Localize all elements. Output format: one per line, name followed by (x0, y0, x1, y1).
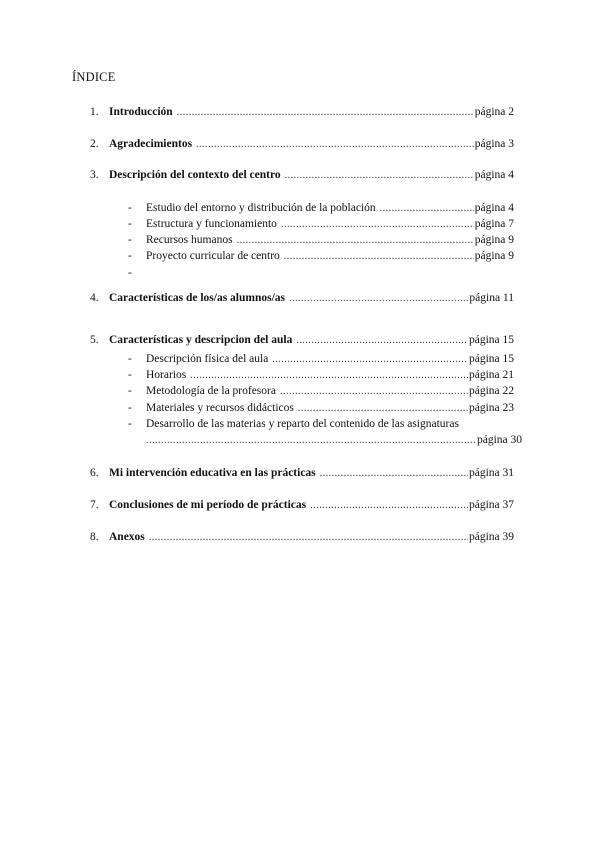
subentry-label: Desarrollo de las materias y reparto del contenido de las asignaturas (146, 418, 459, 430)
entry-label: Características y descripcion del aula (109, 334, 293, 346)
toc-entry-5[interactable] (90, 333, 514, 348)
toc-entry-3[interactable] (90, 168, 514, 183)
entry-page: página 11 (469, 292, 514, 304)
index-title: ÍNDICE (72, 70, 116, 84)
bullet-dash: - (128, 369, 132, 381)
toc-subentry[interactable] (128, 201, 514, 216)
toc-subentry[interactable] (128, 417, 514, 431)
toc-entry-1[interactable] (90, 105, 514, 120)
leader-dots (149, 531, 468, 545)
leader-dots (280, 385, 468, 399)
leader-dots (281, 218, 474, 232)
entry-number: 3. (90, 169, 99, 181)
entry-page: página 15 (468, 334, 514, 346)
subentry-label: Recursos humanos (146, 234, 233, 246)
toc-subentry[interactable] (128, 233, 514, 248)
subentry-label: Proyecto curricular de centro (146, 250, 280, 262)
leader-dots (284, 250, 474, 264)
toc-entry-4[interactable] (90, 291, 514, 306)
toc-subentry-continuation (146, 433, 522, 448)
subentry-label: Metodología de la profesora (146, 385, 276, 397)
entry-page: página 39 (468, 531, 514, 543)
entry-number: 4. (90, 292, 99, 304)
bullet-dash: - (128, 234, 132, 246)
subentry-page: página 23 (468, 402, 514, 414)
subentry-page: página 30 (476, 434, 522, 446)
leader-dots (380, 202, 474, 216)
subentry-page: página 7 (474, 218, 514, 230)
entry-page: página 2 (474, 106, 514, 118)
entry-page: página 37 (468, 499, 514, 511)
entry-label: Agradecimientos (109, 138, 193, 150)
bullet-dash: - (128, 402, 132, 414)
subentry-label: Materiales y recursos didácticos (146, 402, 294, 414)
bullet-dash: - (128, 250, 132, 262)
bullet-dash: - (128, 418, 132, 430)
entry-number: 6. (90, 467, 99, 479)
entry-label: Descripción del contexto del centro (109, 169, 281, 181)
toc-subentry[interactable] (128, 368, 514, 383)
toc-entry-2[interactable] (90, 137, 514, 152)
entry-number: 1. (90, 106, 99, 118)
leader-dots (177, 106, 474, 120)
leader-dots (285, 169, 474, 183)
bullet-dash: - (128, 385, 132, 397)
entry-number: 7. (90, 499, 99, 511)
toc-entry-8[interactable] (90, 530, 514, 545)
subentry-page: página 9 (474, 250, 514, 262)
bullet-dash: - (128, 202, 132, 214)
subentry-label: Descripción física del aula (146, 353, 269, 365)
leader-dots (146, 434, 476, 448)
entry-label: Anexos (109, 531, 145, 543)
entry-label: Características de los/as alumnos/as (109, 292, 286, 304)
toc-subentry[interactable] (128, 401, 514, 416)
toc-subentry[interactable] (128, 384, 514, 399)
entry-page: página 31 (468, 467, 514, 479)
entry-number: 8. (90, 531, 99, 543)
toc-entry-6[interactable] (90, 466, 514, 481)
leader-dots (320, 467, 468, 481)
subentry-label: Horarios (146, 369, 187, 381)
toc-entry-7[interactable] (90, 498, 514, 513)
subentry-page: página 22 (468, 385, 514, 397)
entry-label: Conclusiones de mi período de prácticas (109, 499, 307, 511)
leader-dots (190, 369, 468, 383)
leader-dots (296, 334, 468, 348)
entry-label: Introducción (109, 106, 173, 118)
subentry-page: página 15 (468, 353, 514, 365)
subentry-page: página 9 (474, 234, 514, 246)
bullet-dash: - (128, 353, 132, 365)
toc-subentry[interactable] (128, 352, 514, 367)
entry-number: 5. (90, 334, 99, 346)
leader-dots (196, 138, 474, 152)
subentry-page: página 4 (474, 202, 514, 214)
subentry-page: página 21 (468, 369, 514, 381)
entry-label: Mi intervención educativa en las prácticas (109, 467, 316, 479)
toc-subentry-empty (128, 266, 514, 280)
entry-page: página 4 (474, 169, 514, 181)
subentry-label: Estructura y funcionamiento (146, 218, 277, 230)
leader-dots (289, 292, 468, 306)
leader-dots (298, 402, 468, 416)
leader-dots (272, 353, 468, 367)
bullet-dash: - (128, 267, 132, 279)
subentry-label: Estudio del entorno y distribución de la población (146, 202, 376, 214)
bullet-dash: - (128, 218, 132, 230)
entry-page: página 3 (474, 138, 514, 150)
leader-dots (237, 234, 474, 248)
leader-dots (310, 499, 468, 513)
entry-number: 2. (90, 138, 99, 150)
toc-subentry[interactable] (128, 217, 514, 232)
toc-subentry[interactable] (128, 249, 514, 264)
